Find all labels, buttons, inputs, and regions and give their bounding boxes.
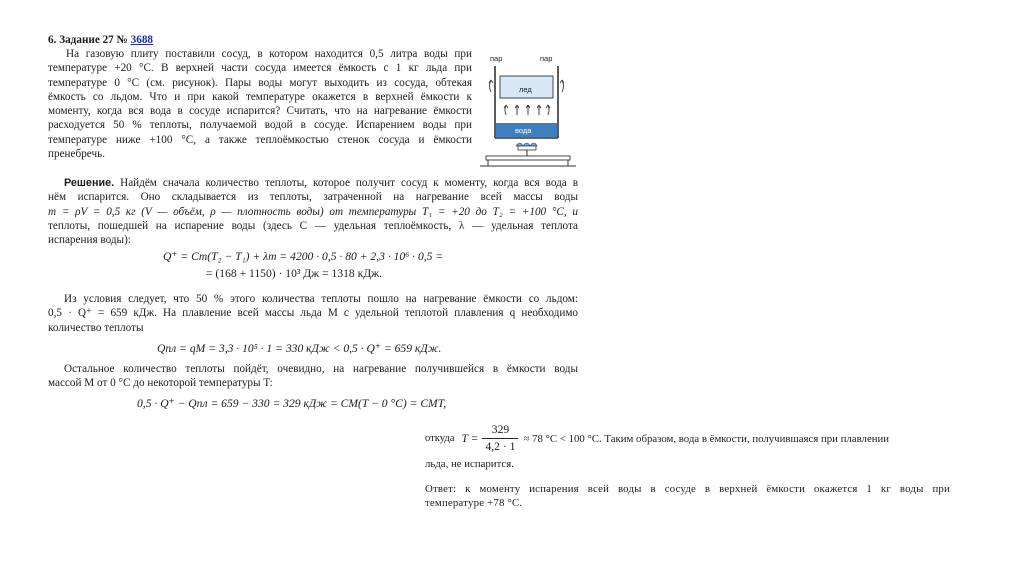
task-line: температуре ниже +100 °C, а также теплоёмкостью стенок сосуда и ёмкости <box>48 133 472 146</box>
solution-line: массой M от 0 °C до некоторой температуры T: <box>48 377 273 390</box>
fraction-denominator: 4,2 · 1 <box>482 438 518 454</box>
equation-rest: ≈ 78 °C < 100 °C. Таким образом, вода в ёмкости, получившаяся при плавлении <box>523 432 890 445</box>
equation-heat-balance: 0,5 · Q⁺ − Qпл = 659 − 330 = 329 кДж = CM(T − 0 °C) = CMT, <box>137 397 447 410</box>
solution-label: Решение. <box>64 177 115 189</box>
answer-block <box>425 482 950 511</box>
equation-heat-total <box>163 250 443 281</box>
solution-line: Остальное количество теплоты пойдёт, очевидно, на нагревание получившейся в ёмкости воды <box>64 363 578 375</box>
equation-lhs: T = <box>461 431 479 445</box>
steam-left-label: пар <box>490 54 503 63</box>
solution-paragraph-2 <box>48 292 578 335</box>
stove-plate <box>486 156 570 160</box>
burner-flame-icon <box>516 143 537 146</box>
solution-line: 0,5 · Q⁺ = 659 кДж. На плавление всей массы льда M с удельной теплотой плавления q необходимо <box>48 307 578 320</box>
task-header <box>48 33 488 47</box>
task-number-link[interactable]: 3688 <box>130 34 153 46</box>
task-text <box>48 47 472 161</box>
steam-right-label: пар <box>540 54 553 63</box>
task-line: температуре +20 °C. В верхней части сосуда имеется ёмкость с 1 кг льда при <box>48 62 472 75</box>
task-line: пренебречь. <box>48 148 105 161</box>
water-label: вода <box>515 126 532 135</box>
solution-line: испарения воды): <box>48 234 131 247</box>
fraction <box>482 423 518 454</box>
task-line: моменту, когда вся вода в сосуде испарится? Считать, что на нагревание ёмкости <box>48 105 472 118</box>
fraction-numerator: 329 <box>491 423 510 436</box>
ice-label: лед <box>519 85 532 94</box>
task-line: температуре 0 °C (см. рисунок). Пары воды могут выходить из сосуда, обтекая <box>48 76 472 89</box>
solution-line: m = ρV = 0,5 кг (V — объём, ρ — плотность воды) от температуры T₁ = +20 до T₂ = +100 °C, и <box>48 205 578 218</box>
solution-line <box>48 176 578 190</box>
equation-melting-heat: Qпл = qM = 3,3 · 10⁵ · 1 = 330 кДж < 0,5 · Q⁺ = 659 кДж. <box>157 342 442 355</box>
solution-line: теплоты, пошедшей на испарение воды (здесь C — удельная теплоёмкость, λ — удельная теплота <box>48 219 578 232</box>
task-header-label: 6. Задание 27 № <box>48 34 128 46</box>
solution-paragraph-1 <box>48 176 578 247</box>
solution-paragraph-3 <box>48 362 578 391</box>
solution-text: Найдём сначала количество теплоты, которое получит сосуд к моменту, когда вся вода в <box>120 177 579 189</box>
equation-line: Q⁺ = Cm(T₂ − T₁) + λm = 4200 · 0,5 · 80 + 2,3 · 10⁶ · 0,5 = <box>163 250 444 263</box>
task-line: На газовую плиту поставили сосуд, в котором находится 0,5 литра воды при <box>66 48 472 60</box>
solution-line: Из условия следует, что 50 % этого количества теплоты пошло на нагревание ёмкости со льдом: <box>64 293 578 305</box>
answer-line: температуре +78 °C. <box>425 497 523 510</box>
equation-line: = (168 + 1150) · 10³ Дж = 1318 кДж. <box>206 267 383 280</box>
solution-line: нём испарится. Оно складывается из теплоты, затраченной на нагревание всей массы воды <box>48 191 578 204</box>
answer-line: Ответ: к моменту испарения всей воды в сосуде в верхней ёмкости окажется 1 кг воды при <box>425 483 950 495</box>
solution-line: количество теплоты <box>48 321 144 334</box>
task-line: расходуется 50 % теплоты, получаемой водой в сосуде. Испарением воды при <box>48 119 472 132</box>
equation-temperature <box>425 423 889 454</box>
task-line: ёмкость со льдом. Что и при какой температуре окажется в верхней ёмкости к <box>48 90 472 103</box>
vessel-figure <box>478 52 578 170</box>
equation-prefix: откуда <box>425 432 455 444</box>
burner-base <box>518 146 536 150</box>
conclusion-line: льда, не испарится. <box>425 458 514 470</box>
